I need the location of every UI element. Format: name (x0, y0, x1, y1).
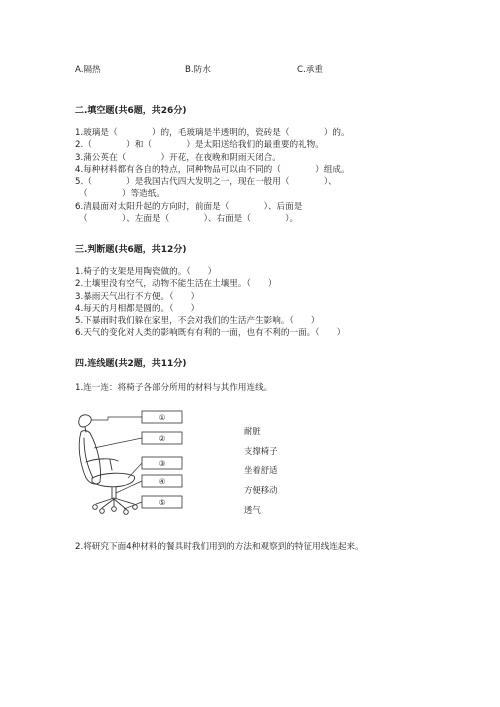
part-number-5: ⑤ (158, 498, 166, 507)
part-number-2: ② (158, 434, 166, 443)
option-a: A.隔热 (75, 65, 101, 75)
function-label: 坐着舒适 (244, 465, 278, 475)
part-number-1: ① (158, 413, 166, 422)
fill-in-line: 5.（ ）是我国古代四大发明之一，现在一般用（ ）、 (75, 177, 337, 188)
section-true-false-title: 三.判断题(共6题，共12分) (75, 245, 187, 255)
fill-in-line: 2.（ ）和（ ）是太阳送给我们的最重要的礼物。 (75, 140, 324, 151)
fill-in-line: 3.蒲公英在（ ）开花，在夜晚和阴雨天闭合。 (75, 152, 281, 163)
fill-in-line: （ ）、左面是（ ）、右面是（ ）。 (79, 214, 299, 225)
section-fill-in-list (75, 127, 350, 225)
true-false-line: 4.每天的月相都是圆的。（ ） (75, 303, 200, 314)
function-label: 透气 (244, 505, 261, 515)
fill-in-line: 4.每种材料都有各自的特点，同种物品可以由不同的（ ）组成。 (75, 164, 350, 175)
true-false-line: 5.下暴雨时我们躲在家里，不会对我们的生活产生影响。（ ） (75, 316, 320, 327)
matching-question-1: 1.连一连：将椅子各部分所用的材料与其作用连线。 (75, 383, 273, 393)
section-matching-title: 四.连线题(共2题，共11分) (75, 359, 187, 369)
option-b: B.防水 (185, 65, 211, 75)
part-number-4: ④ (158, 477, 166, 486)
section-fill-in-title: 二.填空题(共6题，共26分) (75, 106, 187, 116)
true-false-line: 2.土壤里没有空气，动物不能生活在土壤里。（ ） (75, 279, 277, 290)
true-false-line: 1.椅子的支架是用陶瓷做的。（ ） (75, 267, 217, 277)
true-false-line: 6.天气的变化对人类的影响既有有利的一面，也有不利的一面。（ ） (75, 328, 346, 339)
section-true-false-list (75, 266, 345, 340)
fill-in-line: 6.清晨面对太阳升起的方向时，前面是（ ）、后面是 (75, 201, 303, 212)
part-number-3: ③ (158, 459, 166, 468)
option-c: C.承重 (297, 65, 323, 75)
office-chair-diagram (72, 408, 262, 520)
function-label: 耐脏 (244, 426, 261, 436)
matching-question-2: 2.将研究下面4种材料的餐具时我们用到的方法和观察到的特征用线连起来。 (75, 542, 364, 552)
fill-in-line: （ ）等造纸。 (79, 189, 165, 200)
fill-in-line: 1.玻璃是（ ）的，毛玻璃是半透明的，瓷砖是（ ）的。 (75, 128, 350, 138)
true-false-line: 3.暴雨天气出行不方便。（ ） (75, 291, 200, 302)
function-label: 方便移动 (244, 485, 278, 495)
function-label: 支撑椅子 (244, 446, 278, 456)
